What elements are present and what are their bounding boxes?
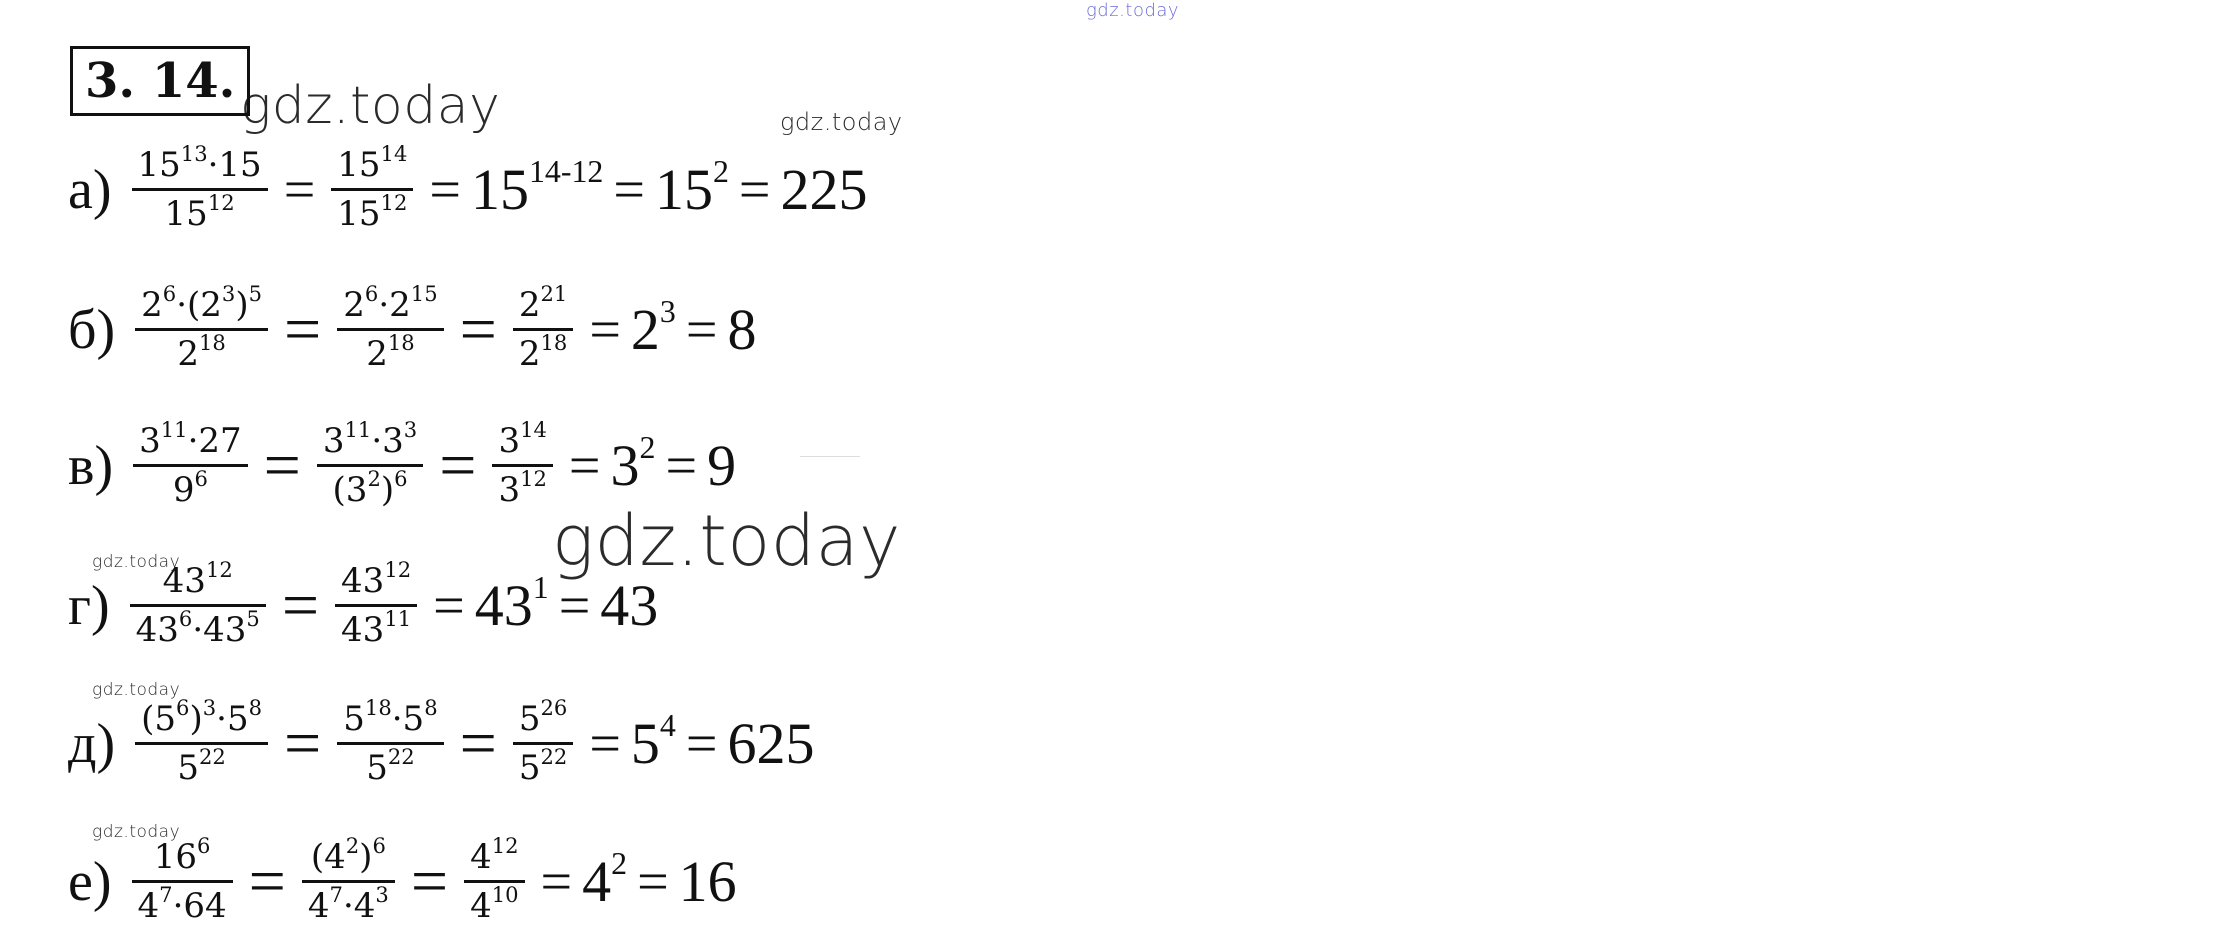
equals-sign: = [281, 568, 320, 642]
power: 15$^{14-12}$ [470, 153, 604, 222]
equals-sign: = [568, 434, 601, 497]
equals-sign: = [263, 428, 301, 502]
equals-sign: = [738, 158, 771, 221]
result: 9 [707, 433, 737, 498]
fraction: $\frac{5^{26}}{5^{22}}$ [513, 696, 573, 791]
equals-sign: = [284, 706, 322, 780]
fraction: $\frac{(4^2)^6}{4^7\cdot 4^3}$ [302, 834, 395, 929]
power: $4^2$ [582, 845, 628, 914]
result: 625 [727, 711, 815, 776]
fraction: $\frac{43^{12}}{43^{11}}$ [335, 558, 417, 653]
power: $3^2$ [610, 429, 656, 498]
watermark-top-mid: gdz.today [780, 108, 903, 136]
watermark-after-number: gdz.today [240, 76, 501, 136]
equals-sign: = [410, 844, 449, 918]
row-label: а) [68, 158, 112, 221]
fraction: $\frac{4^{12}}{4^{10}}$ [464, 834, 524, 929]
fraction: $\frac{16^6}{4^7\cdot 64}$ [132, 834, 233, 929]
equals-sign: = [439, 428, 477, 502]
watermark-small-d: gdz.today [92, 680, 181, 700]
result: 16 [678, 849, 737, 914]
row-label: б) [68, 298, 116, 361]
fraction: $\frac{2^6\cdot(2^3)^5}{2^{18}}$ [135, 282, 268, 377]
equals-sign: = [459, 292, 497, 366]
equals-sign: = [685, 712, 718, 775]
equals-sign: = [589, 712, 621, 775]
fraction: $\frac{15^{13}\cdot 15}{15^{12}}$ [132, 142, 268, 237]
equals-sign: = [613, 158, 645, 221]
power: $43^1$ [474, 569, 549, 638]
watermark-top-center: gdz.today [1086, 0, 1180, 21]
equals-sign: = [429, 158, 461, 221]
fraction: $\frac{(5^6)^3\cdot 5^8}{5^{22}}$ [135, 696, 268, 791]
fraction: $\frac{15^{14}}{15^{12}}$ [331, 142, 413, 237]
watermark-small-g: gdz.today [92, 552, 181, 572]
fraction: $\frac{3^{11}\cdot 27}{9^6}$ [133, 418, 248, 513]
divider-line [800, 456, 860, 457]
fraction: $\frac{3^{14}}{3^{12}}$ [492, 418, 552, 513]
power: $5^4$ [630, 707, 676, 776]
fraction: $\frac{3^{11}\cdot 3^3}{(3^2)^6}$ [317, 418, 423, 513]
watermark-small-e: gdz.today [92, 822, 181, 842]
power: $15^2$ [654, 153, 729, 222]
row-a [68, 142, 868, 237]
equals-sign: = [685, 298, 718, 361]
row-d [68, 696, 814, 791]
result: 8 [727, 297, 757, 362]
row-v [68, 418, 736, 513]
equals-sign: = [283, 158, 316, 221]
equals-sign: = [558, 574, 591, 637]
row-g [68, 558, 658, 653]
result: 225 [780, 157, 868, 222]
equals-sign: = [433, 574, 465, 637]
problem-number: 3. 14. [70, 46, 250, 116]
power: $2^3$ [630, 293, 676, 362]
row-label: е) [68, 850, 112, 913]
row-label: в) [68, 434, 114, 497]
result: 43 [600, 573, 659, 638]
watermark-center-large: gdz.today [552, 500, 901, 582]
fraction: $\frac{5^{18}\cdot 5^8}{5^{22}}$ [337, 696, 443, 791]
row-label: д) [68, 712, 116, 775]
row-b [68, 282, 756, 377]
equals-sign: = [459, 706, 497, 780]
equals-sign: = [284, 292, 322, 366]
equals-sign: = [589, 298, 621, 361]
fraction: $\frac{43^{12}}{43^6\cdot 43^5}$ [130, 558, 266, 653]
row-e [68, 834, 737, 929]
equals-sign: = [637, 850, 669, 913]
fraction: $\frac{2^6\cdot 2^{15}}{2^{18}}$ [337, 282, 443, 377]
equals-sign: = [248, 844, 286, 918]
fraction: $\frac{2^{21}}{2^{18}}$ [513, 282, 573, 377]
row-label: г) [68, 574, 110, 637]
equals-sign: = [540, 850, 573, 913]
equals-sign: = [665, 434, 698, 497]
